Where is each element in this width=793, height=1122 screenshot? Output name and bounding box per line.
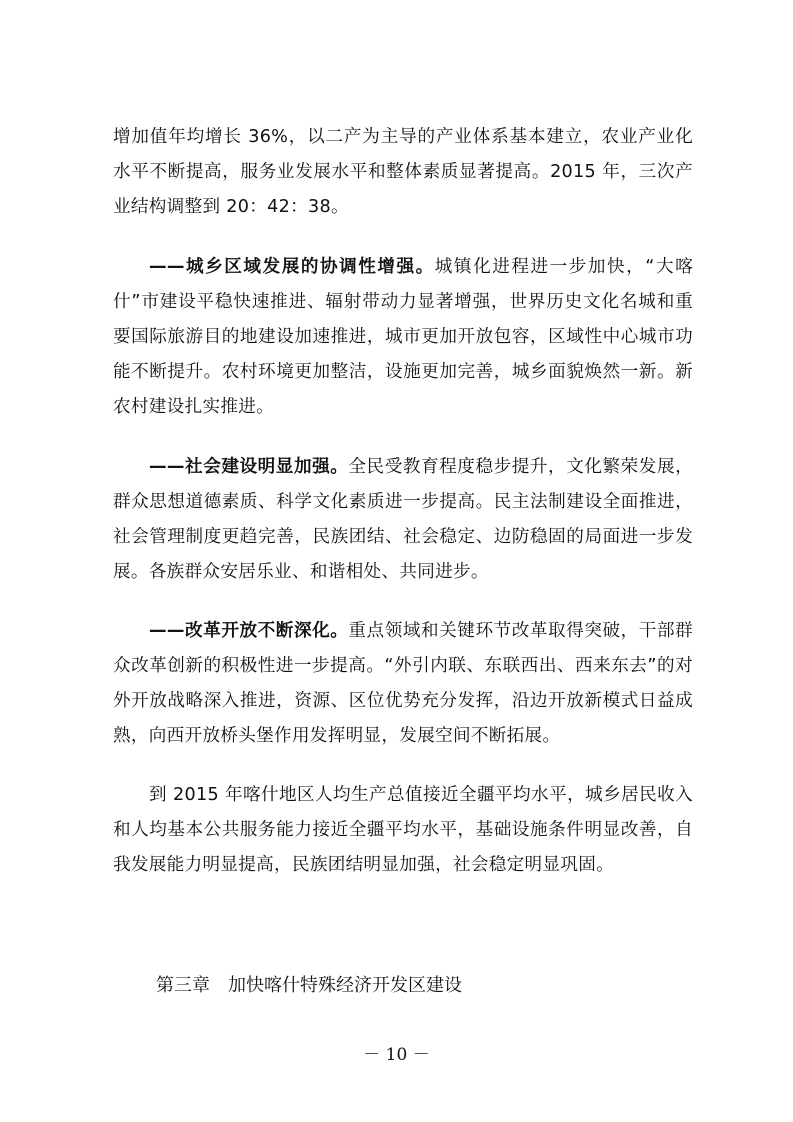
paragraph-social: [113, 450, 693, 590]
paragraph-text: 重点领域和关键环节改革取得突破，干部群众改革创新的积极性进一步提高。“外引内联、东联西出、西来东去”的对外开放战略深入推进，资源、区位优势充分发挥，沿边开放新模式日益成熟，向西开放桥头堡作用发挥明显，发展空间不断拓展。: [113, 621, 693, 746]
paragraph-text: 全民受教育程度稳步提升，文化繁荣发展，群众思想道德素质、科学文化素质进一步提高。民主法制建设全面推进，社会管理制度更趋完善，民族团结、社会稳定、边防稳固的局面进一步发展。各族群众安居乐业、和谐相处、共同进步。: [113, 457, 693, 582]
paragraph-industry: [113, 120, 693, 225]
paragraph-summary-2015: [113, 778, 693, 883]
paragraph-lead: ——社会建设明显加强。: [149, 457, 349, 477]
paragraph-lead: ——城乡区域发展的协调性增强。: [149, 257, 435, 277]
paragraph-text: 到 2015 年喀什地区人均生产总值接近全疆平均水平，城乡居民收入和人均基本公共服务能力接近全疆平均水平，基础设施条件明显改善，自我发展能力明显提高，民族团结明显加强，社会稳定明显巩固。: [113, 785, 693, 875]
chapter-heading: [156, 968, 462, 1003]
paragraph-text: 城镇化进程进一步加快，“大喀什”市建设平稳快速推进、辐射带动力显著增强，世界历史文化名城和重要国际旅游目的地建设加速推进，城市更加开放包容，区域性中心城市功能不断提升。农村环境更加整洁，设施更加完善，城乡面貌焕然一新。新农村建设扎实推进。: [113, 257, 693, 417]
paragraph-reform: [113, 614, 693, 754]
paragraph-lead: ——改革开放不断深化。: [149, 621, 349, 641]
chapter-title: 加快喀什特殊经济开发区建设: [228, 975, 462, 996]
paragraph-text: 增加值年均增长 36%，以二产为主导的产业体系基本建立，农业产业化水平不断提高，服务业发展水平和整体素质显著提高。2015 年，三次产业结构调整到 20：42：38。: [113, 127, 693, 217]
chapter-number: 第三章: [156, 975, 210, 996]
paragraph-urban-rural: [113, 250, 693, 425]
page-number: － 10 －: [363, 1045, 430, 1065]
